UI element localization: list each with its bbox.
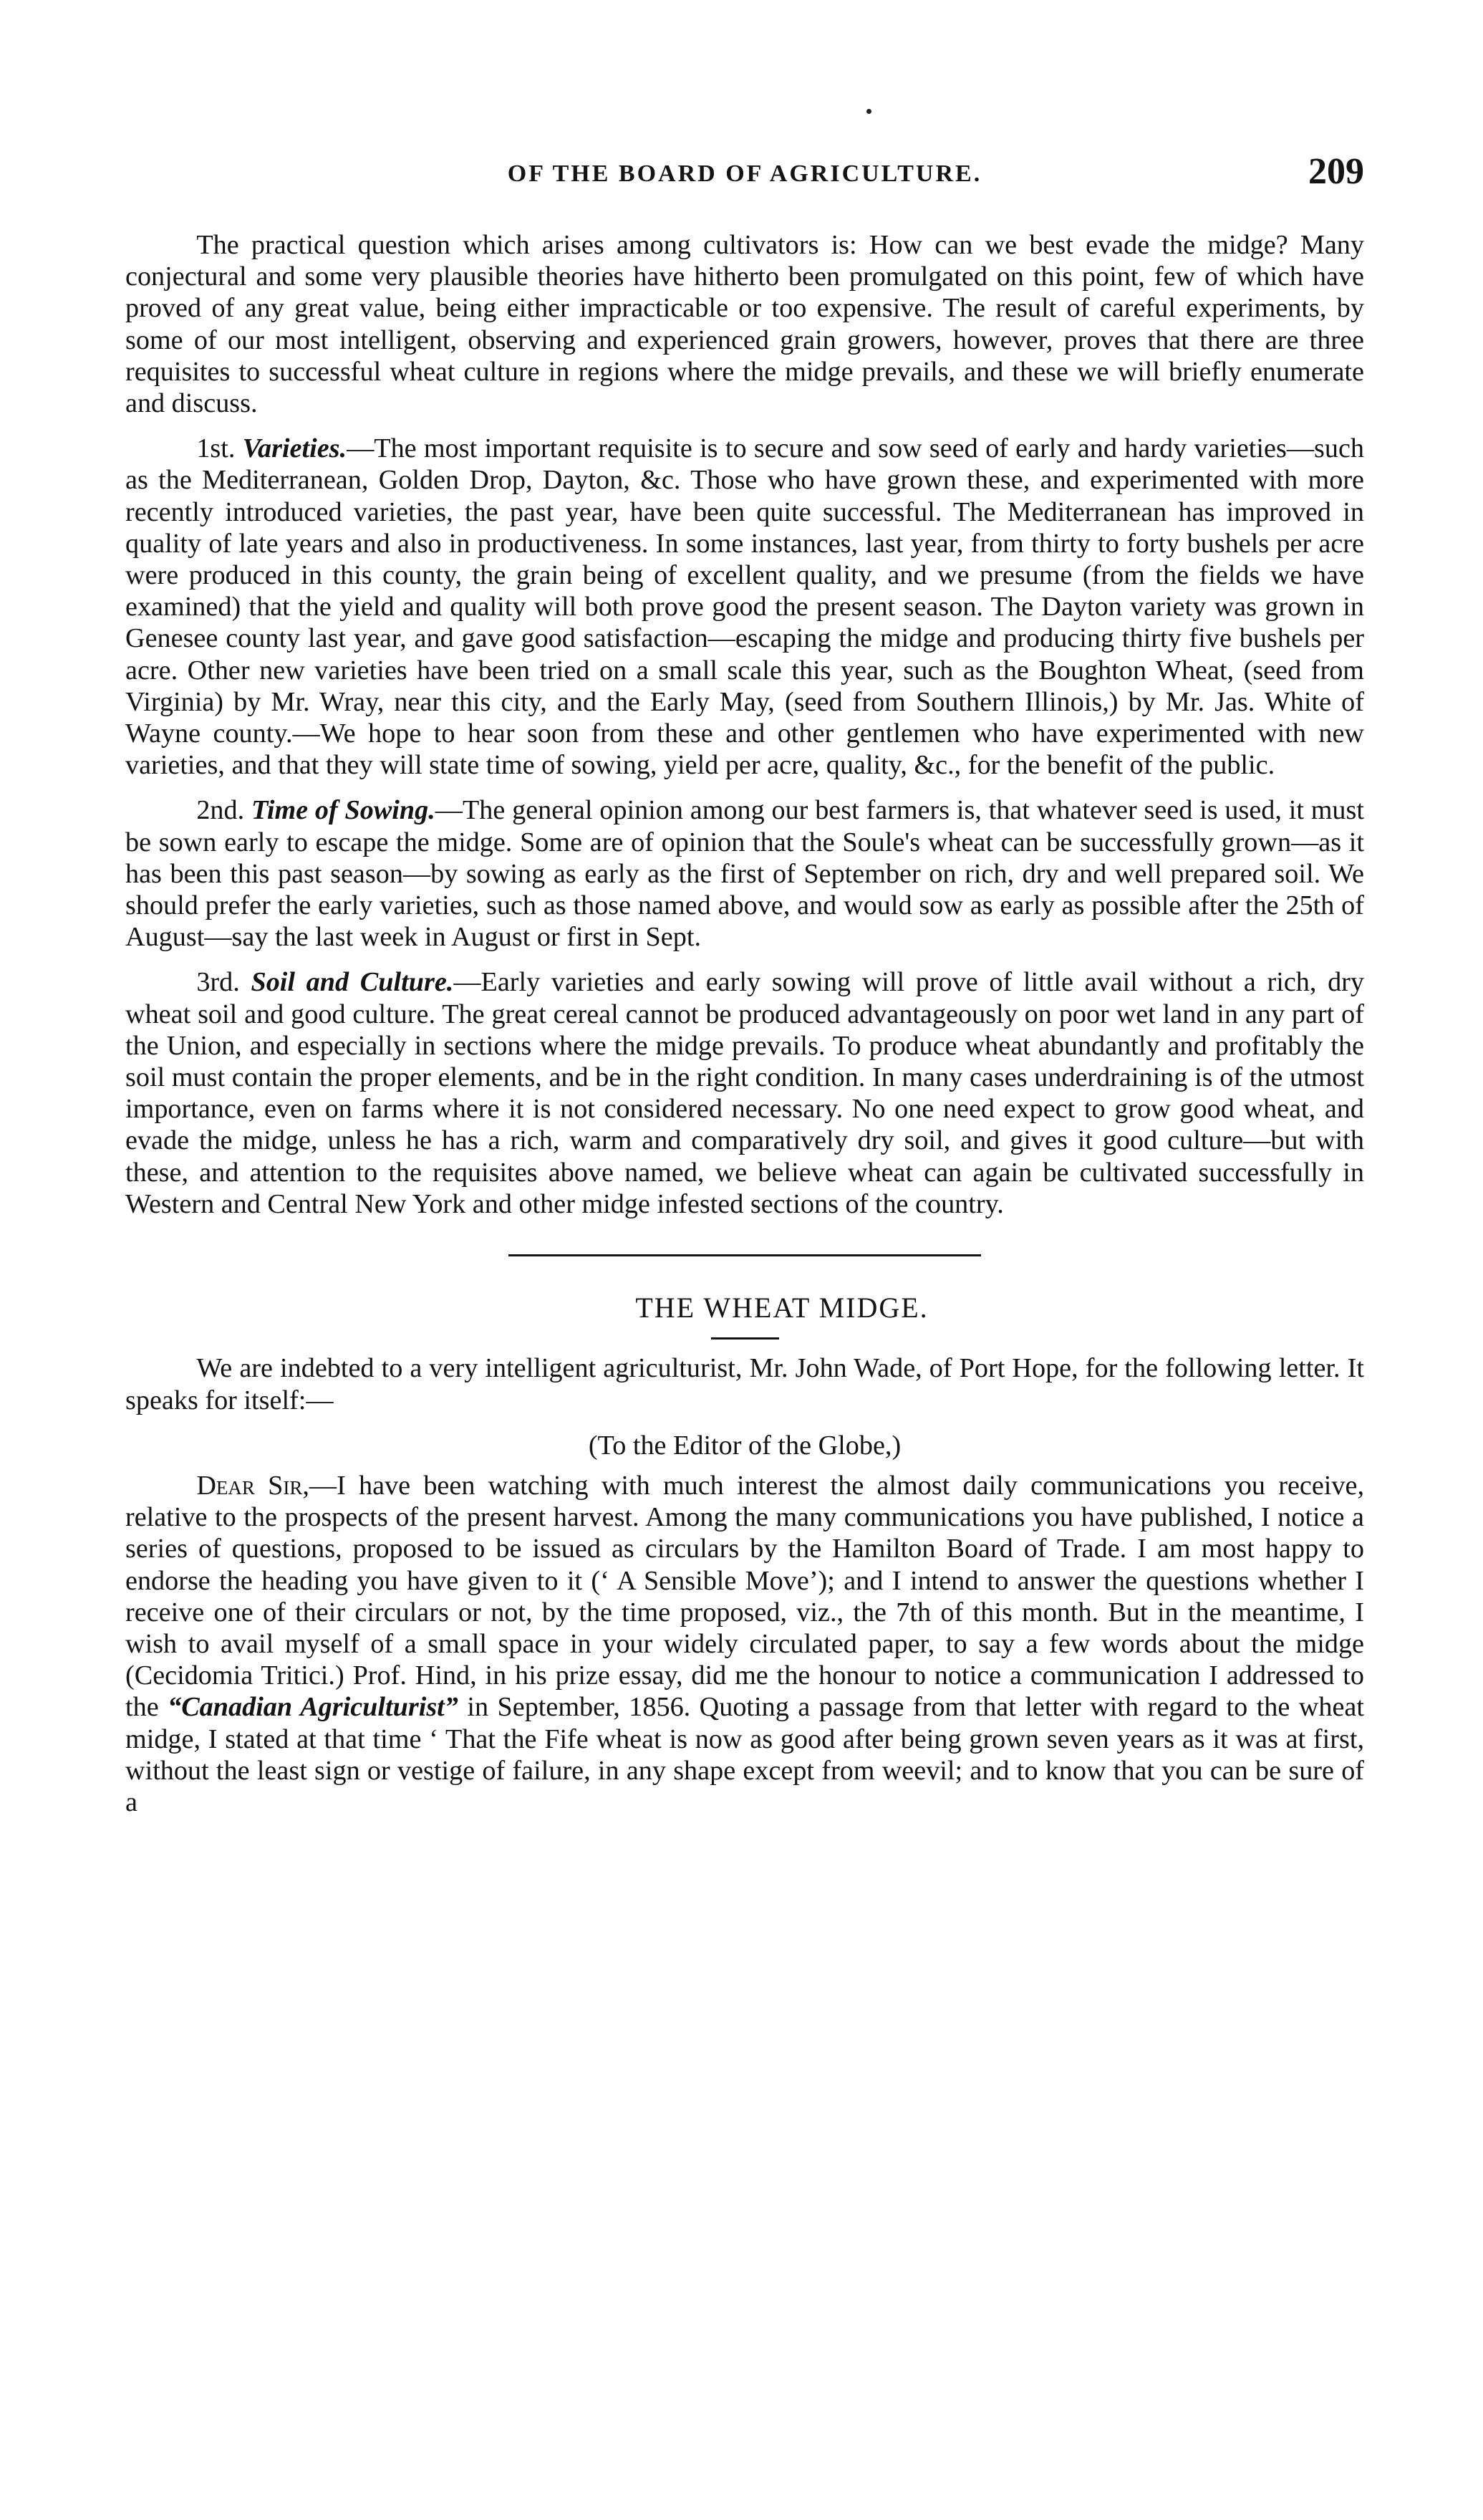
- journal-title: “Canadian Agriculturist”: [168, 1692, 458, 1723]
- section-title: THE WHEAT MIDGE.: [635, 1292, 929, 1324]
- paragraph-time-of-sowing: [125, 794, 1364, 953]
- paragraph-heading: Varieties.: [242, 433, 347, 464]
- letter-paragraph: [125, 1470, 1364, 1818]
- paragraph-varieties: [125, 433, 1364, 781]
- paragraph-text: —The most important requisite is to secure and sow seed of early and hardy varieties—such as the Mediterranean, Golden Drop, Dayton, &c. Those who have grown these, and experimented with more recently introduced varieties, the past year, have been quite successful. The Mediterranean has improved in quality of late years and also in productiveness. In some instances, last year, from thirty to forty bushels per acre were produced in this county, the grain being of excellent quality, and we presume (from the fields we have examined) that the yield and quality will both prove good the present season. The Dayton variety was grown in Genesee county last year, and gave good satisfaction—escaping the midge and producing thirty five bushels per acre. Other new varieties have been tried on a small scale this year, such as the Boughton Wheat, (seed from Virginia) by Mr. Wray, near this city, and the Early May, (seed from Southern Illinois,) by Mr. Jas. White of Wayne county.—We hope to hear soon from these and other gentlemen who have experimented with new varieties, and that they will state time of sowing, yield per acre, quality, &c., for the benefit of the public.: [125, 433, 1365, 781]
- letter-text: in September, 1856. Quoting a passage from that letter with regard to the wheat midge, I stated at that time ‘ That the Fife wheat is now as good after being grown seven years as it was at first, without the least sign or vestige of failure, in any shape except from weevil; and to know that you can be sure of a: [125, 1692, 1364, 1817]
- paragraph-lead: 3rd.: [196, 967, 240, 998]
- letter-text: —I have been watching with much interest the almost daily communications you receive, relative to the prospects of the present harvest. Among the many communications you have published, I notice a series of questions, proposed to be issued as circulars by the Hamilton Board of Trade. I am most happy to endorse the heading you have given to it (‘ A Sensible Move’); and I intend to answer the questions whether I receive one of their circulars or not, by the time proposed, viz., the 7th of this month. But in the meantime, I wish to avail myself of a small space in your widely circulated paper, to say a few words about the midge (Cecidomia Tritici.) Prof. Hind, in his prize essay, did me the honour to notice a communication I addressed to the: [125, 1470, 1364, 1723]
- paragraph-heading: Time of Sowing.: [251, 795, 435, 826]
- letter-salutation: Dear Sir,: [196, 1470, 309, 1501]
- paragraph-lead: 2nd.: [196, 795, 245, 826]
- title-underline: [711, 1337, 779, 1340]
- letter-dedication: (To the Editor of the Globe,): [588, 1430, 902, 1461]
- page-header: [125, 150, 1364, 201]
- paragraph-midge-question: [125, 229, 1364, 419]
- paragraph-soil-and-culture: [125, 966, 1364, 1220]
- section-divider: [508, 1254, 981, 1256]
- section-intro: We are indebted to a very intelligent agriculturist, Mr. John Wade, of Port Hope, for the following letter. It speaks for itself:—: [125, 1353, 1364, 1415]
- paragraph-heading: Soil and Culture.: [251, 967, 454, 998]
- page-body: [125, 229, 1364, 1832]
- printer-dot: [866, 109, 871, 114]
- page-number: 209: [1308, 151, 1364, 192]
- paragraph-lead: 1st.: [196, 433, 236, 464]
- running-title: OF THE BOARD OF AGRICULTURE.: [507, 160, 982, 187]
- paragraph-text: —Early varieties and early sowing will prove of little avail without a rich, dry wheat soil and good culture. The great cereal cannot be produced advantageously on poor wet land in any part of the Union, and especially in sections where the midge prevails. To produce wheat abundantly and profitably the soil must contain the proper elements, and be in the right condition. In many cases underdraining is of the utmost importance, even on farms where it is not considered necessary. No one need expect to grow good wheat, and evade the midge, unless he has a rich, warm and comparatively dry soil, and gives it good culture—but with these, and attention to the requisites above named, we believe wheat can again be cultivated successfully in Western and Central New York and other midge infested sections of the country.: [125, 967, 1364, 1219]
- paragraph-text: —The general opinion among our best farmers is, that whatever seed is used, it must be sown early to escape the midge. Some are of opinion that the Soule's wheat can be successfully grown—as it has been this past season—by sowing as early as the first of September on rich, dry and well prepared soil. We should prefer the early varieties, such as those named above, and would sow as early as possible after the 25th of August—say the last week in August or first in Sept.: [125, 795, 1365, 953]
- paragraph-text: The practical question which arises among cultivators is: How can we best evade the midge? Many conjectural and some very plausible theories have hitherto been promulgated on this point, few of which have proved of any great value, being either impracticable or too expensive. The result of careful experiments, by some of our most intelligent, observing and experienced grain growers, however, proves that there are three requisites to successful wheat culture in regions where the midge prevails, and these we will briefly enumerate and discuss.: [125, 230, 1364, 419]
